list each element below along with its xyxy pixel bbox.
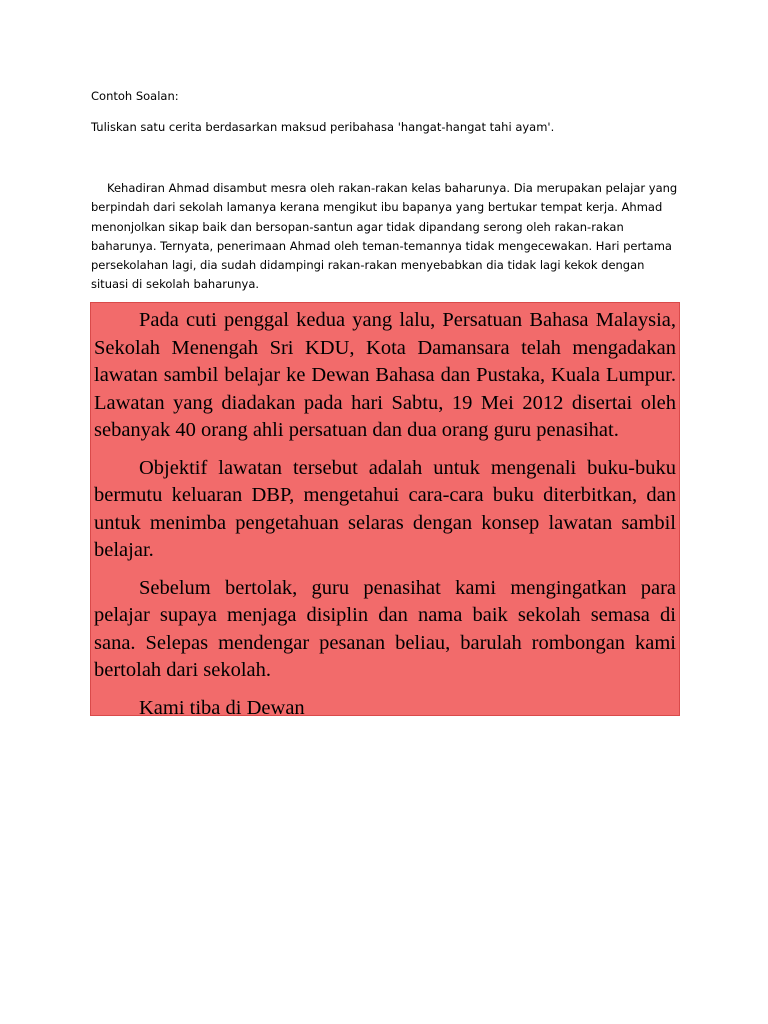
essay-paragraph-3: Sebelum bertolak, guru penasihat kami mengingatkan para pelajar supaya menjaga disiplin dan nama baik sekolah semasa di sana. Selepas mendengar pesanan beliau, barulah rombongan kami bertolah dari sekolah.	[94, 576, 676, 681]
essay-paragraph-1: Pada cuti penggal kedua yang lalu, Persatuan Bahasa Malaysia, Sekolah Menengah Sri KDU, Kota Damansara telah mengadakan lawatan sambil belajar ke Dewan Bahasa dan Pustaka, Kuala Lumpur. Lawatan yang diadakan pada hari Sabtu, 19 Mei 2012 disertai oleh sebanyak 40 orang ahli persatuan dan dua orang guru penasihat.	[94, 309, 676, 441]
essay-question: Tuliskan satu cerita berdasarkan maksud peribahasa 'hangat-hangat tahi ayam'.	[91, 120, 555, 134]
highlighted-essay-box	[90, 302, 680, 719]
document-heading: Contoh Soalan:	[91, 89, 179, 103]
essay-paragraph-2: Objektif lawatan tersebut adalah untuk mengenali buku-buku bermutu keluaran DBP, mengetahui cara-cara buku diterbitkan, dan untuk menimba pengetahuan selaras dengan konsep lawatan sambil belajar.	[94, 456, 676, 561]
essay-paragraph-4: Kami tiba di Dewan	[139, 696, 305, 719]
intro-paragraph: Kehadiran Ahmad disambut mesra oleh rakan-rakan kelas baharunya. Dia merupakan pelajar yang berpindah dari sekolah lamanya kerana mengikut ibu bapanya yang bertukar tempat kerja. Ahmad menonjolkan sikap baik dan bersopan-santun agar tidak dipandang serong oleh rakan-rakan baharunya. Ternyata, penerimaan Ahmad oleh teman-temannya tidak mengecewakan. Hari pertama persekolahan lagi, dia sudah didampingi rakan-rakan menyebabkan dia tidak lagi kekok dengan situasi di sekolah baharunya.	[91, 181, 678, 292]
